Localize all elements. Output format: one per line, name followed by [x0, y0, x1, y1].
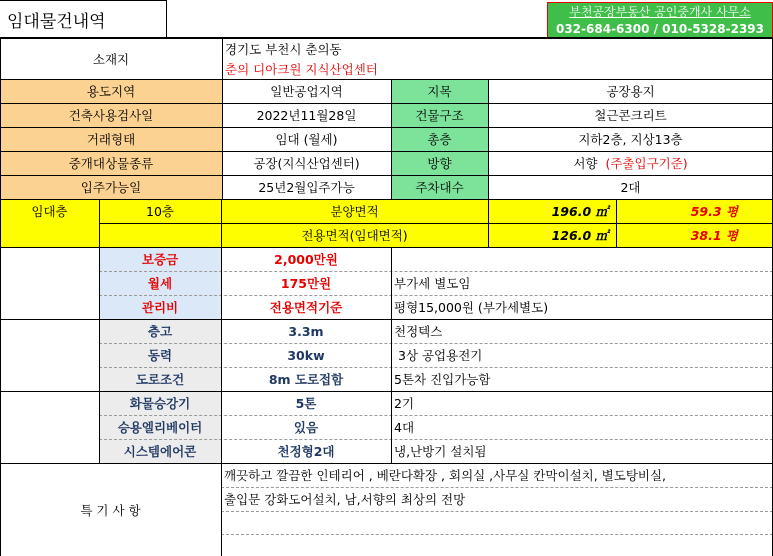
exclusive-area-label: 전용면적(임대면적)	[301, 228, 408, 243]
spec-label: 화물승강기	[129, 396, 191, 411]
info-label: 건축사용검사일	[68, 108, 154, 123]
info-value-2: 공장용지	[606, 84, 655, 99]
spec-label: 동력	[147, 348, 173, 363]
price-note	[391, 247, 773, 271]
info-label: 입주가능일	[80, 180, 142, 195]
spec-note: 4대	[394, 420, 415, 435]
info-label-2: 건물구조	[415, 108, 464, 123]
spec-note: 천정텍스	[394, 324, 443, 339]
price-note: 평형15,000원 (부가세별도)	[394, 300, 549, 315]
spec-note: 냉,난방기 설치됨	[394, 444, 487, 459]
spec-value: 30kw	[287, 347, 325, 363]
spec-value: 8m 도로접함	[268, 372, 344, 387]
location-address: 경기도 부천시 춘의동	[225, 42, 342, 57]
exclusive-area-m2: 126.0 ㎡	[551, 228, 608, 243]
area-pyeong: 59.3 평	[690, 204, 738, 219]
info-value-2: 철근콘크리트	[594, 108, 667, 123]
page-title: 임대물건내역	[7, 11, 106, 32]
spec-label: 층고	[147, 324, 173, 339]
price-label: 관리비	[141, 300, 179, 315]
info-value-2: 서향	[573, 156, 598, 171]
remarks-label: 특 기 사 항	[80, 502, 141, 518]
price-note: 부가세 별도임	[394, 276, 471, 291]
info-value-2: 지하2층, 지상13층	[578, 132, 683, 147]
info-value: 2022년11월28일	[256, 108, 357, 123]
area-m2: 196.0 ㎡	[551, 204, 608, 219]
info-value: 공장(지식산업센터)	[253, 156, 360, 171]
price-value: 전용면적기준	[269, 300, 343, 315]
spec-note: 5톤차 진입가능함	[394, 372, 491, 387]
info-label-2: 방향	[427, 156, 452, 171]
direction-cell	[488, 151, 773, 175]
spec-label: 승용엘리베이터	[117, 420, 203, 435]
price-value: 2,000만원	[274, 252, 338, 267]
spec-note: 3상 공업용전기	[394, 348, 483, 363]
direction-note: (주출입구기준)	[605, 156, 688, 171]
info-value: 25년2월입주가능	[258, 180, 355, 195]
info-label: 용도지역	[86, 84, 136, 99]
info-label-2: 지목	[427, 84, 452, 99]
info-label: 중개대상물종류	[68, 156, 154, 171]
location-label: 소재지	[92, 52, 130, 67]
agency-phone: 032-684-6300 / 010-5328-2393	[555, 21, 764, 36]
spec-label: 시스템에어콘	[123, 444, 197, 459]
info-label-2: 주차대수	[415, 180, 464, 195]
spec-value: 5톤	[295, 396, 317, 411]
floor-value: 10층	[146, 204, 174, 219]
spec-note: 2기	[394, 396, 415, 411]
spec-value: 천정형2대	[277, 444, 335, 459]
info-label-2: 총층	[427, 132, 452, 147]
exclusive-area-pyeong: 38.1 평	[690, 228, 738, 243]
info-label: 거래형태	[86, 132, 136, 147]
remarks-line: 출입문 강화도어설치, 남,서향의 최상의 전망	[224, 492, 466, 507]
agency-name: 부천공장부동산 공인중개사 사무소	[569, 4, 751, 19]
area-label: 분양면적	[330, 204, 379, 219]
price-label: 월세	[147, 276, 173, 291]
price-label: 보증금	[141, 252, 179, 267]
floor-label: 임대층	[31, 204, 68, 219]
info-value-2: 2대	[620, 180, 641, 195]
price-value: 175만원	[280, 276, 332, 291]
info-value: 임대 (월세)	[275, 132, 338, 147]
location-building: 춘의 디아크원 지식산업센터	[225, 62, 378, 77]
remarks-line: 깨끗하고 깔끔한 인테리어 , 베란다확장 , 회의실 ,사무실 칸막이설치, 별도탕비실,	[224, 468, 667, 483]
info-value: 일반공업지역	[270, 84, 343, 99]
spec-value: 3.3m	[288, 323, 324, 339]
spec-value: 있음	[293, 420, 319, 435]
spec-label: 도로조건	[135, 372, 185, 387]
